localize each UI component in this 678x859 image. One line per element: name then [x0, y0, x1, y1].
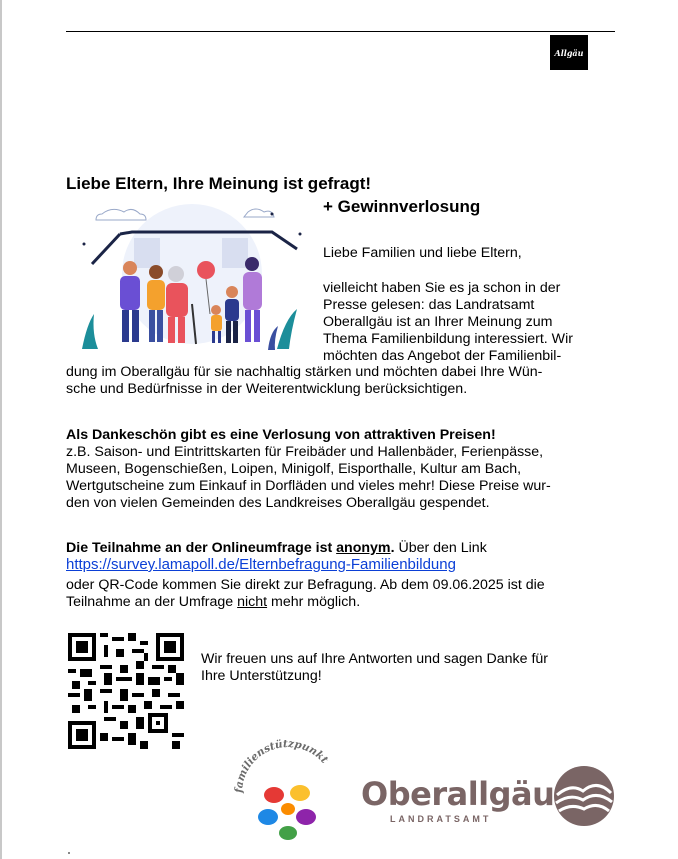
prizes-line: z.B. Saison- und Eintrittskarten für Freibäder und Hallenbäder, Ferienpässe, — [66, 444, 544, 460]
page-title: Liebe Eltern, Ihre Meinung ist gefragt! — [66, 174, 372, 193]
prizes-line: Wertgutscheine zum Einkauf in Dorfläden und vieles mehr! Diese Preise wur- — [66, 478, 551, 494]
anonym-text: anonym — [336, 540, 391, 556]
participation-line: Teilnahme an der Umfrage nicht mehr möglich. — [66, 594, 361, 610]
greeting: Liebe Familien und liebe Eltern, — [323, 245, 522, 261]
familienstuetzpunkt-logo — [228, 733, 348, 855]
survey-link[interactable]: https://survey.lamapoll.de/Elternbefragung-Familienbildung — [66, 556, 456, 573]
intro-line: sche und Bedürfnisse in der Weiterentwicklung berücksichtigen. — [66, 381, 468, 397]
prizes-line: den von vielen Gemeinden des Landkreises Oberallgäu gespendet. — [66, 495, 490, 511]
family-illustration — [72, 204, 312, 354]
mountain-logo-icon — [553, 765, 615, 827]
participation-line: Die Teilnahme an der Onlineumfrage ist anonym. Über den Link — [66, 540, 487, 556]
header-rule — [66, 31, 615, 32]
qr-code[interactable] — [68, 633, 184, 749]
intro-line: möchten das Angebot der Familienbil- — [323, 348, 562, 364]
thanks-line: Ihre Unterstützung! — [201, 668, 322, 684]
intro-line: Presse gelesen: das Landratsamt — [323, 297, 535, 313]
oberallgaeu-logo-text: Oberallgäu — [361, 775, 555, 813]
page-mark — [68, 852, 70, 854]
allgaeu-logo: Allgäu — [550, 35, 588, 70]
intro-line: Thema Familienbildung interessiert. Wir — [323, 331, 573, 347]
intro-line: dung im Oberallgäu für sie nachhaltig stärken und möchten dabei Ihre Wün- — [66, 364, 543, 380]
intro-line: Oberallgäu ist an Ihrer Meinung zum — [323, 314, 553, 330]
participation-line: oder QR-Code kommen Sie direkt zur Befragung. Ab dem 09.06.2025 ist die — [66, 577, 545, 593]
thanks-line: Wir freuen uns auf Ihre Antworten und sagen Danke für — [201, 651, 549, 667]
page-subtitle: + Gewinnverlosung — [323, 197, 481, 216]
prizes-line: Museen, Bogenschießen, Loipen, Minigolf, Eisporthalle, Kultur am Bach, — [66, 461, 522, 477]
intro-line: vielleicht haben Sie es ja schon in der — [323, 280, 561, 296]
landratsamt-label: LANDRATSAMT — [390, 814, 492, 824]
prizes-heading: Als Dankeschön gibt es eine Verlosung von attraktiven Preisen! — [66, 427, 496, 443]
svg-text:familienstützpunkt: familienstützpunkt — [232, 737, 331, 794]
page-edge — [0, 0, 2, 859]
